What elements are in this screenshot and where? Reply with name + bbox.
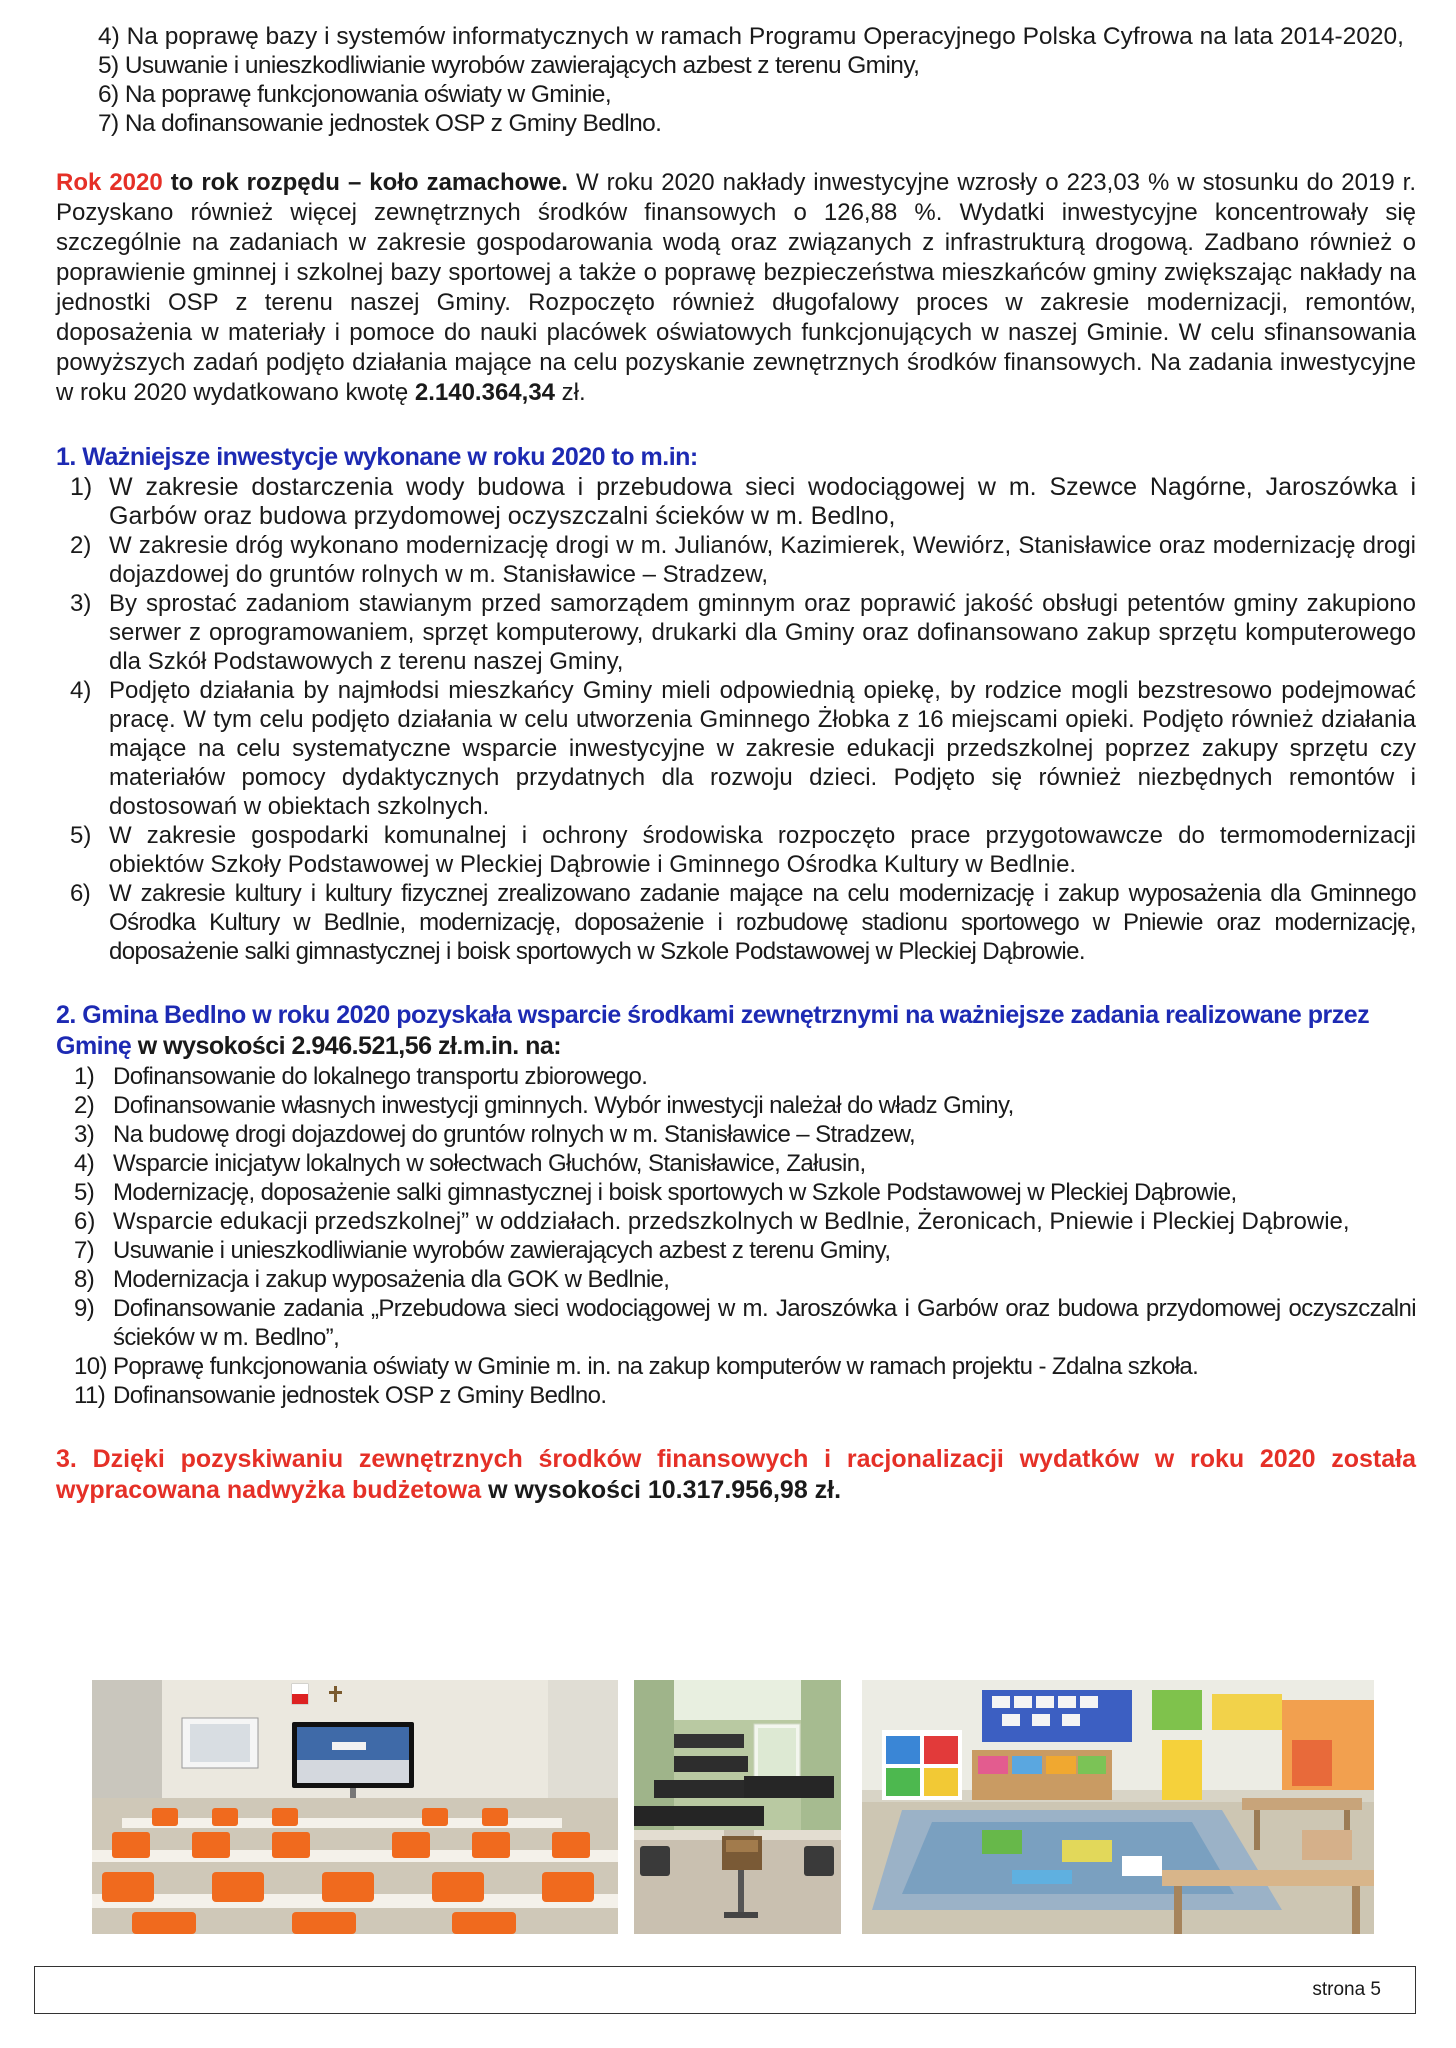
preschool-room-photo-image [862, 1680, 1374, 1934]
list-item: 3) Na budowę drogi dojazdowej do gruntów rolnych w m. Stanisławice – Stradzew, [74, 1121, 916, 1148]
section1-list [70, 473, 1416, 966]
list-item: 11) Dofinansowanie jednostek OSP z Gminy Bedlno. [74, 1382, 607, 1409]
page-footer [34, 1966, 1416, 2014]
document-page [56, 22, 1416, 1506]
intro-list [98, 22, 1416, 138]
section1-heading: 1. Ważniejsze inwestycje wykonane w roku 2020 to m.in: [56, 443, 698, 471]
page-number: strona 5 [1312, 1979, 1381, 2000]
summary-lead: to rok rozpędu – koło zamachowe. [162, 169, 568, 196]
computer-lab-photo [634, 1680, 841, 1934]
section2-list [74, 1062, 1416, 1410]
list-item: 3) By sprostać zadaniom stawianym przed samorządem gminnym oraz poprawić jakość obsługi petentów gminy zakupiono serwer z oprogramowaniem, sprzęt komputerowy, drukarki dla Gminy oraz dofinansowano zakup sprzętu komputerowego dla Szkół Podstawowych z terenu naszej Gminy, [70, 590, 1416, 675]
summary-amount: 2.140.364,34 [414, 379, 556, 406]
list-item: 6) Na poprawę funkcjonowania oświaty w Gminie, [98, 81, 612, 108]
list-item: 5) Modernizację, doposażenie salki gimnastycznej i boisk sportowych w Szkole Podstawowej w Pleckiej Dąbrowie, [74, 1179, 1237, 1206]
list-item: 5) W zakresie gospodarki komunalnej i ochrony środowiska rozpoczęto prace przygotowawcze do termomodernizacji obiektów Szkoły Podstawowej w Pleckiej Dąbrowie i Gminnego Ośrodka Kultury w Bedlnie. [70, 822, 1416, 878]
section3-heading: 3. Dzięki pozyskiwaniu zewnętrznych środków finansowych i racjonalizacji wydatków w roku 2020 została wypracowana nadwyżka budżetowa w wysokości 10.317.956,98 zł. [56, 1445, 1416, 1504]
list-item: 7) Usuwanie i unieszkodliwianie wyrobów zawierających azbest z terenu Gminy, [74, 1237, 891, 1264]
list-item: 8) Modernizacja i zakup wyposażenia dla GOK w Bedlnie, [74, 1266, 670, 1293]
list-item: 9) Dofinansowanie zadania „Przebudowa sieci wodociągowej w m. Jaroszówka i Garbów oraz budowa przydomowej oczyszczalni ścieków w m. Bedlno”, [74, 1295, 1416, 1351]
classroom-photo-image [92, 1680, 618, 1934]
computer-lab-photo-image [634, 1680, 841, 1934]
list-item: 4) Podjęto działania by najmłodsi mieszkańcy Gminy mieli odpowiednią opiekę, by rodzice mogli bezstresowo podejmować pracę. W tym celu podjęto działania w celu utworzenia Gminnego Żłobka z 16 miejscami opieki. Podjęto również działania mające na celu systematyczne wsparcie inwestycyjne w zakresie edukacji przedszkolnej poprzez zakupy sprzętu czy materiałów pomocy dydaktycznych przydatnych dla rozwoju dzieci. Podjęto się również niezbędnych remontów i dostosowań w obiektach szkolnych. [70, 677, 1416, 820]
list-item: 7) Na dofinansowanie jednostek OSP z Gminy Bedlno. [98, 110, 662, 137]
list-item: 5) Usuwanie i unieszkodliwianie wyrobów zawierających azbest z terenu Gminy, [98, 52, 920, 79]
list-item: 1) W zakresie dostarczenia wody budowa i przebudowa sieci wodociągowej w m. Szewce Nagórne, Jaroszówka i Garbów oraz budowa przydomowej oczyszczalni ścieków w m. Bedlno, [70, 473, 1416, 530]
summary-year: Rok 2020 [56, 169, 163, 196]
list-item: 4) Na poprawę bazy i systemów informatycznych w ramach Programu Operacyjnego Polska Cyfrowa na lata 2014-2020, [98, 23, 1404, 50]
classroom-photo [92, 1680, 618, 1934]
list-item: 4) Wsparcie inicjatyw lokalnych w sołectwach Głuchów, Stanisławice, Załusin, [74, 1150, 866, 1177]
photo-strip [36, 1680, 1411, 1934]
preschool-room-photo [862, 1680, 1374, 1934]
summary-paragraph: Rok 2020 to rok rozpędu – koło zamachowe. W roku 2020 nakłady inwestycyjne wzrosły o 223,03 % w stosunku do 2019 r. Pozyskano również więcej zewnętrznych środków finansowych o 126,88 %. Wydatki inwestycyjne koncentrowały się szczególnie na zadaniach w zakresie gospodarowania wodą oraz związanych z infrastrukturą drogową. Zadbano również o poprawienie gminnej i szkolnej bazy sportowej a także o poprawę bezpieczeństwa mieszkańców gminy zwiększając nakłady na jednostki OSP z terenu naszej Gminy. Rozpoczęto również długofalowy proces w zakresie modernizacji, remontów, doposażenia w materiały i pomoce do nauki placówek oświatowych funkcjonujących w naszej Gminie. W celu sfinansowania powyższych zadań podjęto działania mające na celu pozyskanie zewnętrznych środków finansowych. Na zadania inwestycyjne w roku 2020 wydatkowano kwotę 2.140.364,34 zł. [56, 169, 1417, 406]
list-item: 1) Dofinansowanie do lokalnego transportu zbiorowego. [74, 1063, 648, 1090]
summary-body: W roku 2020 nakłady inwestycyjne wzrosły o 223,03 % w stosunku do 2019 r. Pozyskano również więcej zewnętrznych środków finansowych o 126,88 %. Wydatki inwestycyjne koncentrowały się szczególnie na zadaniach w zakresie gospodarowania wodą oraz związanych z infrastrukturą drogową. Zadbano również o poprawienie gminnej i szkolnej bazy sportowej a także o poprawę bezpieczeństwa mieszkańców gminy zwiększając nakłady na jednostki OSP z terenu naszej Gminy. Rozpoczęto również długofalowy proces w zakresie modernizacji, remontów, doposażenia w materiały i pomoce do nauki placówek oświatowych funkcjonujących w naszej Gminie. W celu sfinansowania powyższych zadań podjęto działania mające na celu pozyskanie zewnętrznych środków finansowych. Na zadania inwestycyjne w roku 2020 wydatkowano kwotę [56, 169, 1417, 406]
list-item: 6) Wsparcie edukacji przedszkolnej” w oddziałach. przedszkolnych w Bedlnie, Żeronicach, Pniewie i Pleckiej Dąbrowie, [74, 1208, 1350, 1235]
list-item: 6) W zakresie kultury i kultury fizycznej zrealizowano zadanie mające na celu modernizację i zakup wyposażenia dla Gminnego Ośrodka Kultury w Bedlnie, modernizację, doposażenie i rozbudowę stadionu sportowego w Pniewie oraz modernizację, doposażenie salki gimnastycznej i boisk sportowych w Szkole Podstawowej w Pleckiej Dąbrowie. [70, 880, 1416, 965]
list-item: 2) Dofinansowanie własnych inwestycji gminnych. Wybór inwestycji należał do władz Gminy, [74, 1092, 1014, 1119]
list-item: 2) W zakresie dróg wykonano modernizację drogi w m. Julianów, Kazimierek, Wewiórz, Stanisławice oraz modernizację drogi dojazdowej do gruntów rolnych w m. Stanisławice – Stradzew, [70, 532, 1416, 588]
list-item: 10) Poprawę funkcjonowania oświaty w Gminie m. in. na zakup komputerów w ramach projektu - Zdalna szkoła. [74, 1353, 1199, 1380]
section2-heading: 2. Gmina Bedlno w roku 2020 pozyskała wsparcie środkami zewnętrznymi na ważniejsze zadania realizowane przez Gminę w wysokości 2.946.521,56 zł.m.in. na: [56, 1001, 1370, 1060]
